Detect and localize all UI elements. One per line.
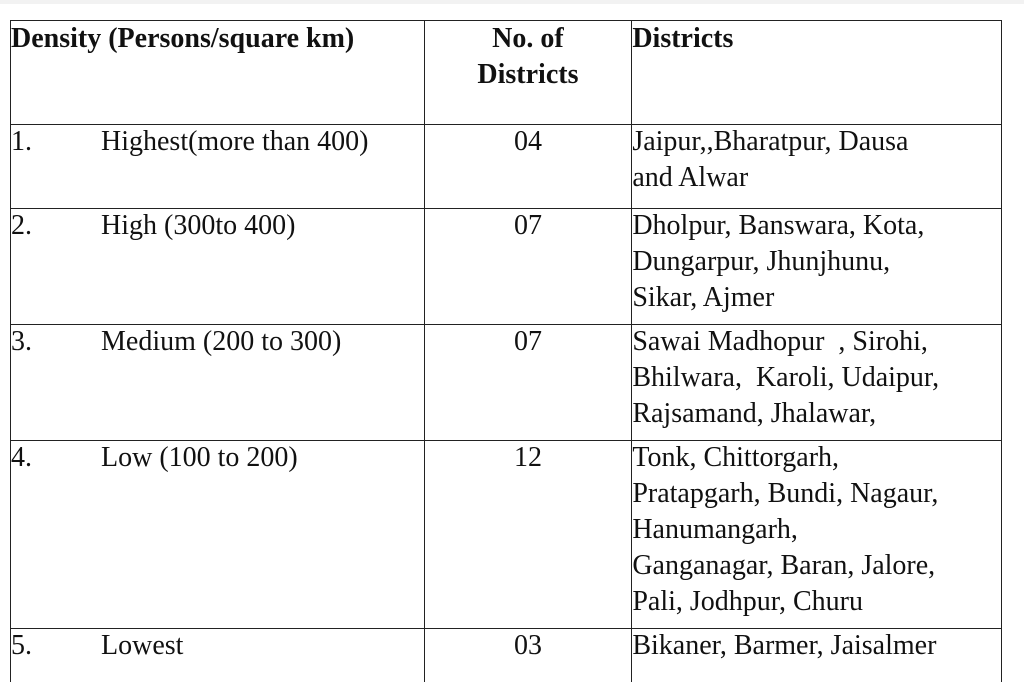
header-density: Density (Persons/square km): [11, 21, 425, 125]
density-label: Low (100 to 200): [101, 442, 298, 473]
district-list: Jaipur,,Bharatpur, Dausa and Alwar: [632, 126, 909, 193]
row-number: 2.: [11, 210, 32, 241]
districts-cell: [632, 209, 1002, 325]
population-density-table: [10, 20, 1002, 682]
density-label: High (300to 400): [101, 210, 296, 241]
row-number: 4.: [11, 442, 32, 473]
district-count: 07: [513, 326, 542, 357]
density-cell: [11, 629, 425, 682]
top-edge-strip: [0, 0, 1024, 4]
district-count: 12: [513, 442, 542, 473]
district-list: Dholpur, Banswara, Kota, Dungarpur, Jhunjhunu, Sikar, Ajmer: [632, 210, 925, 313]
districts-cell: [632, 629, 1002, 682]
header-count-line2: Districts: [477, 59, 579, 90]
row-number: 5.: [11, 630, 32, 661]
density-label: Medium (200 to 300): [101, 326, 342, 357]
district-count: 03: [513, 630, 542, 661]
header-count-line1: No. of: [492, 23, 564, 54]
density-cell: [11, 125, 425, 209]
district-count: 04: [513, 126, 542, 157]
table-row: [11, 125, 1002, 209]
density-cell: [11, 209, 425, 325]
table-row: [11, 441, 1002, 629]
district-count-cell: [424, 629, 632, 682]
table-row: [11, 325, 1002, 441]
density-label: Highest(more than 400): [101, 126, 369, 157]
district-count: 07: [513, 210, 542, 241]
table-header-row: [11, 21, 1002, 125]
districts-cell: [632, 325, 1002, 441]
row-number: 1.: [11, 126, 32, 157]
density-cell: [11, 441, 425, 629]
district-count-cell: [424, 209, 632, 325]
table-row: [11, 629, 1002, 682]
density-label: Lowest: [101, 630, 184, 661]
district-list: Tonk, Chittorgarh, Pratapgarh, Bundi, Nagaur, Hanumangarh, Ganganagar, Baran, Jalore, Pali, Jodhpur, Churu: [632, 442, 939, 617]
density-cell: [11, 325, 425, 441]
district-list: Bikaner, Barmer, Jaisalmer: [632, 630, 937, 661]
district-count-cell: [424, 325, 632, 441]
district-list: Sawai Madhopur , Sirohi, Bhilwara, Karoli, Udaipur, Rajsamand, Jhalawar,: [632, 326, 940, 429]
district-count-cell: [424, 125, 632, 209]
districts-cell: [632, 125, 1002, 209]
header-number-of-districts: [424, 21, 632, 125]
district-count-cell: [424, 441, 632, 629]
districts-cell: [632, 441, 1002, 629]
table-row: [11, 209, 1002, 325]
row-number: 3.: [11, 326, 32, 357]
header-districts: Districts: [632, 21, 1002, 125]
